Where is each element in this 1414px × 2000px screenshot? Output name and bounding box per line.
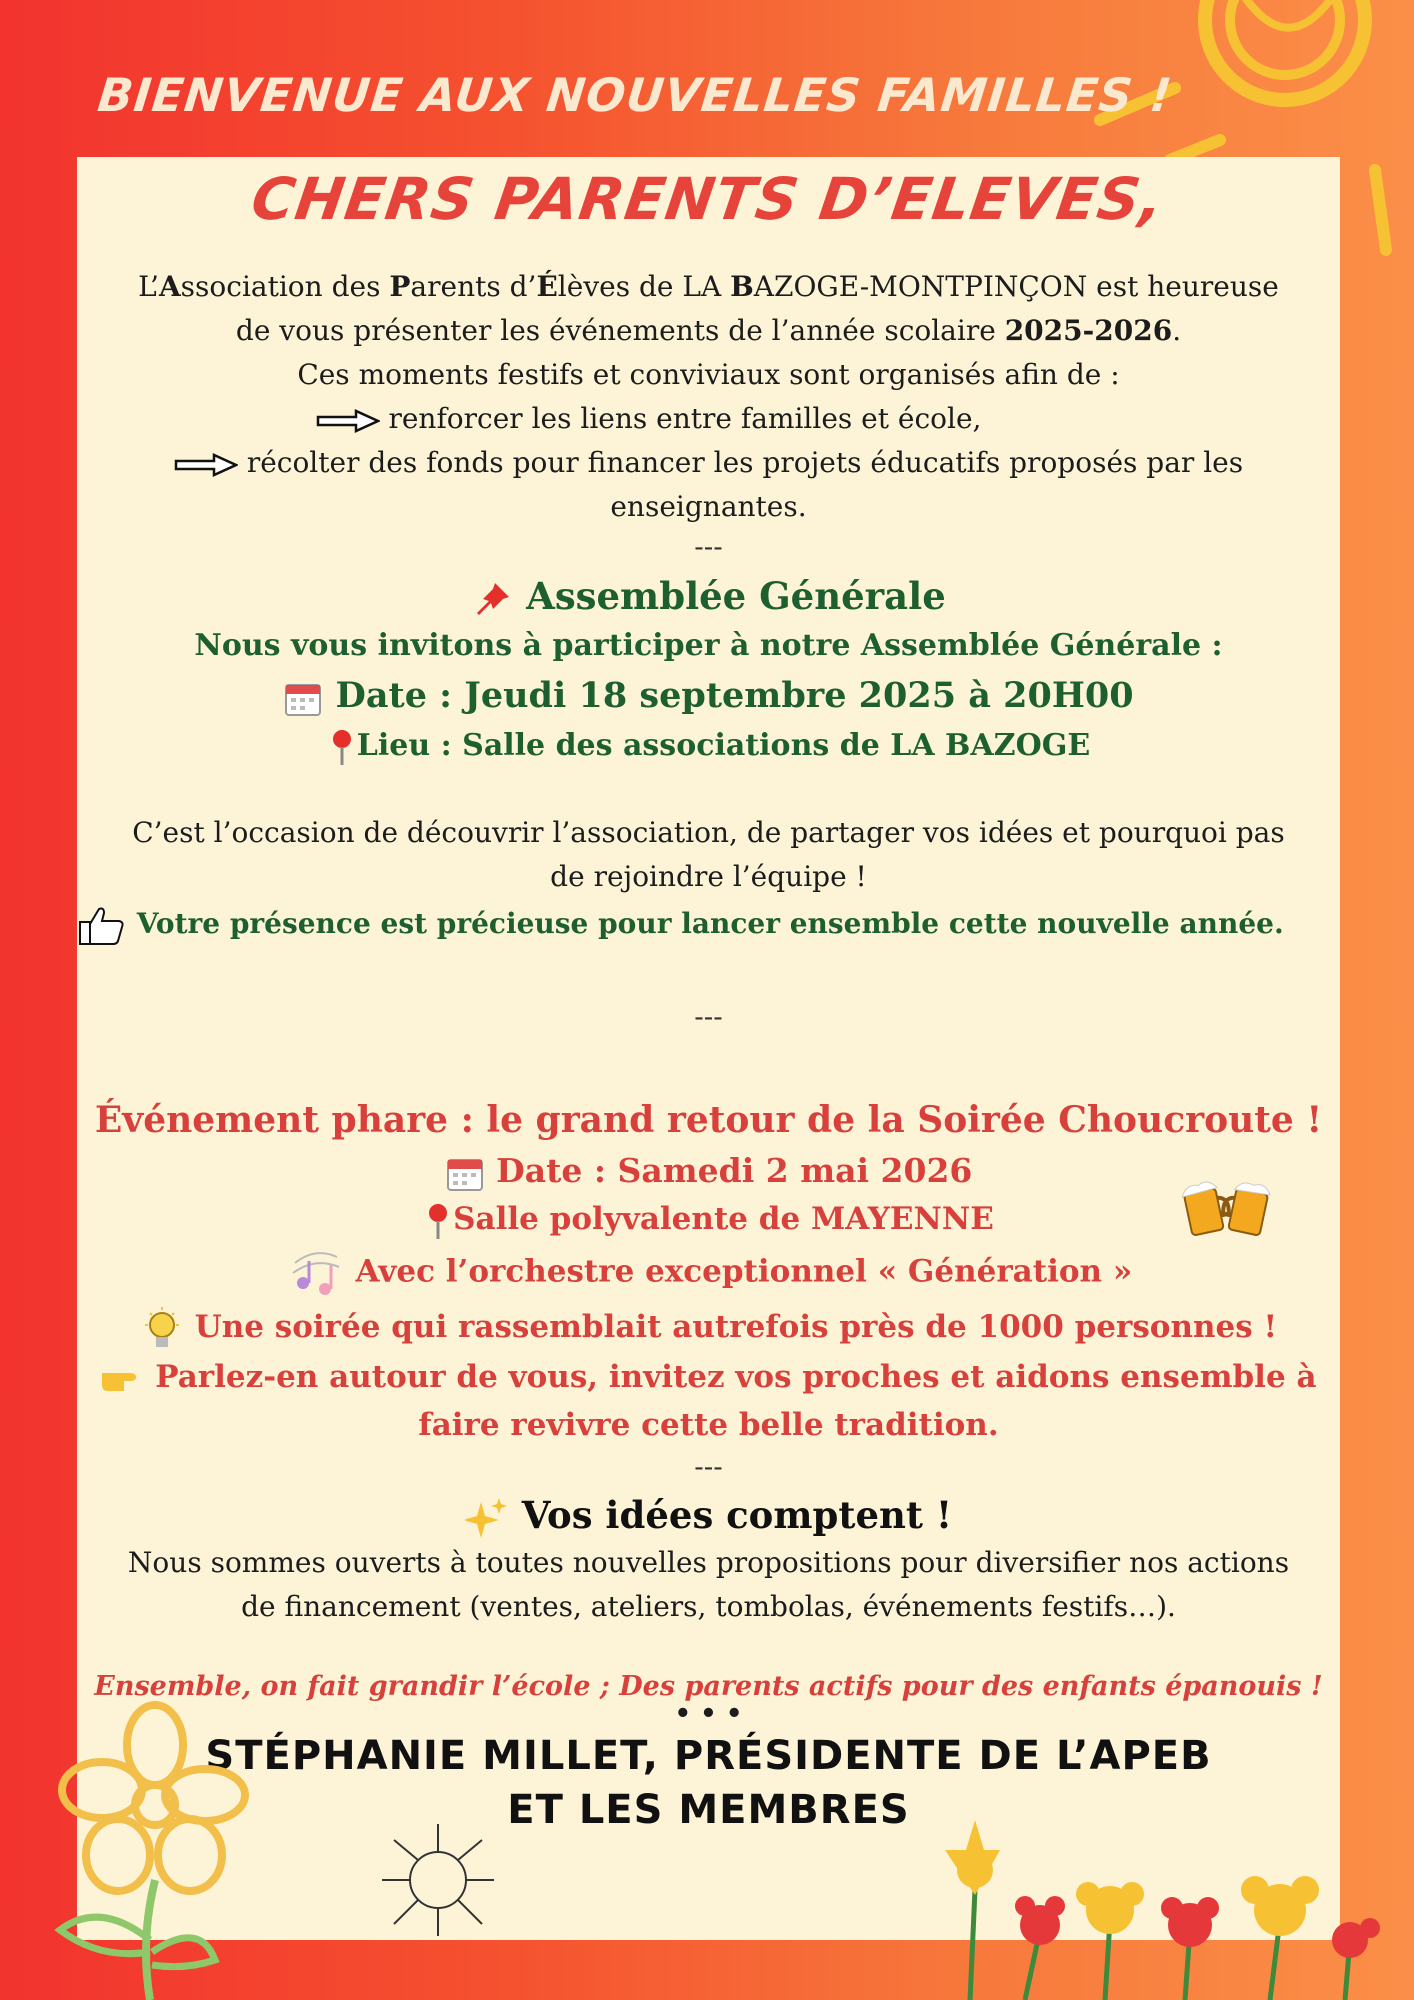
intro-line-3: Ces moments festifs et conviviaux sont organisés afin de :: [297, 358, 1120, 391]
beer-mugs-icon: [1178, 1172, 1274, 1242]
separator: ---: [694, 1449, 723, 1483]
idees-line-1: Nous sommes ouverts à toutes nouvelles propositions pour diversifier nos actions: [127, 1545, 1290, 1579]
intro-line-2: [89, 309, 1328, 353]
intro-text: L’: [138, 270, 159, 303]
assemblee-title: [89, 571, 1328, 621]
slogan: Ensemble, on fait grandir l’école ; Des parents actifs pour des enfants épanouis !: [94, 1670, 1323, 1702]
bullet-2: [89, 441, 1328, 485]
school-year: 2025-2026: [1004, 314, 1173, 347]
assemblee-para: [89, 811, 1328, 899]
flowers-decoration-right: [850, 1810, 1414, 2000]
location-pin-icon: [327, 727, 357, 767]
pointing-hand-icon: [100, 1361, 144, 1395]
event-lieu: [89, 1195, 1328, 1243]
bullet-1-text: renforcer les liens entre familles et école,: [388, 402, 982, 435]
intro-text: .: [1172, 314, 1182, 347]
assemblee-date-text: Date : Jeudi 18 septembre 2025 à 20H00: [335, 675, 1134, 716]
arrow-right-icon: [174, 452, 238, 478]
intro-section: [89, 265, 1328, 529]
arrow-right-icon: [316, 408, 380, 434]
bullet-2-text: récolter des fonds pour financer les projets éducatifs proposés par les: [246, 446, 1244, 479]
event-soiree-text: Une soirée qui rassemblait autrefois près de 1000 personnes !: [194, 1309, 1278, 1345]
intro-line-1: [89, 265, 1328, 309]
event-parlez: [89, 1353, 1328, 1449]
intro-text: AZOGE-MONTPINÇON est heureuse: [753, 270, 1279, 303]
assemblee-lieu-text: Lieu : Salle des associations de LA BAZOGE: [356, 728, 1091, 763]
assemblee-invite: Nous vous invitons à participer à notre Assemblée Générale :: [194, 628, 1223, 663]
welcome-banner: BIENVENUE AUX NOUVELLES FAMILLES !: [95, 68, 1175, 122]
idees-title: [89, 1489, 1328, 1541]
event-orchestre: [89, 1243, 1328, 1303]
dots-divider: • • •: [674, 1698, 743, 1729]
intro-letter-a: A: [158, 270, 181, 303]
page-title: CHERS PARENTS D’ELEVES,: [247, 165, 1169, 233]
assemblee-title-text: Assemblée Générale: [526, 574, 946, 618]
signature-line-1: STÉPHANIE MILLET, PRÉSIDENTE DE L’APEB: [205, 1732, 1212, 1779]
event-soiree: [89, 1303, 1328, 1353]
bullet-1: [0, 397, 1328, 441]
presence-line: [77, 899, 1328, 949]
intro-text: ssociation des: [180, 270, 390, 303]
event-parlez-line-2: faire revivre cette belle tradition.: [418, 1406, 999, 1443]
intro-letter-e: É: [536, 270, 558, 303]
sparkles-icon: [465, 1496, 509, 1540]
event-date: [89, 1147, 1328, 1195]
intro-letter-p: P: [389, 270, 411, 303]
assemblee-para-line-1: C’est l’occasion de découvrir l’association, de partager vos idées et pourquoi pas: [132, 816, 1285, 849]
music-note-icon: [285, 1243, 345, 1303]
event-date-text: Date : Samedi 2 mai 2026: [496, 1151, 973, 1190]
flower-decoration-left: [0, 1690, 260, 2000]
assemblee-date: [89, 671, 1328, 721]
intro-text: de vous présenter les événements de l’année scolaire: [235, 314, 1005, 347]
separator: ---: [694, 530, 723, 563]
bullet-2-cont: enseignantes.: [610, 490, 807, 523]
intro-letter-b: B: [730, 270, 754, 303]
idees-body: [89, 1541, 1328, 1629]
event-parlez-line-1: Parlez-en autour de vous, invitez vos proches et aidons ensemble à: [155, 1358, 1317, 1395]
separator: ---: [694, 1000, 723, 1033]
event-lieu-text: Salle polyvalente de MAYENNE: [453, 1201, 994, 1237]
calendar-icon: [283, 678, 323, 718]
calendar-icon: [445, 1153, 485, 1193]
location-pin-icon: [423, 1201, 453, 1241]
assemblee-para-line-2: de rejoindre l’équipe !: [550, 860, 867, 893]
idees-line-2: de financement (ventes, ateliers, tombolas, événements festifs…).: [241, 1589, 1176, 1623]
letter-panel: [77, 157, 1340, 1940]
presence-text: Votre présence est précieuse pour lancer ensemble cette nouvelle année.: [136, 907, 1284, 940]
pushpin-icon: [471, 579, 513, 621]
thumbs-up-icon: [77, 905, 127, 947]
assemblee-lieu: [89, 721, 1328, 771]
intro-text: arents d’: [410, 270, 537, 303]
signature-line-2: ET LES MEMBRES: [507, 1786, 910, 1833]
idees-title-text: Vos idées comptent !: [521, 1492, 953, 1537]
event-title: Événement phare : le grand retour de la Soirée Choucroute !: [94, 1099, 1323, 1141]
intro-text: lèves de LA: [557, 270, 731, 303]
hands-circle-icon: [378, 1820, 498, 1940]
event-orchestre-text: Avec l’orchestre exceptionnel « Génération »: [355, 1253, 1133, 1290]
lightbulb-icon: [140, 1305, 184, 1353]
